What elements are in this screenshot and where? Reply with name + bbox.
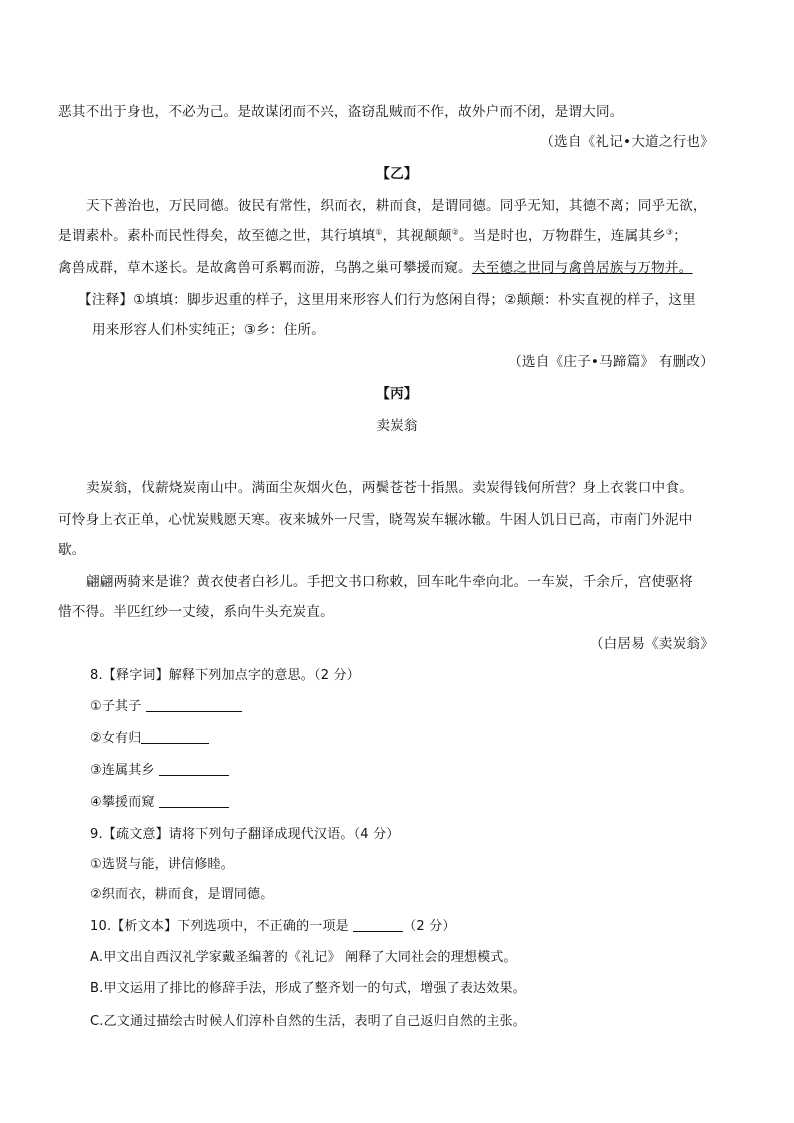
bing-title: 卖炭翁 (376, 418, 418, 434)
bing-heading: 【丙】 (376, 386, 418, 402)
answer-blank[interactable] (141, 729, 209, 744)
yi-source: （选自《庄子•马蹄篇》 有删改） (508, 354, 714, 370)
q8-stem: 8.【释字词】解释下列加点字的意思。（2 分） (90, 668, 360, 683)
q10-option-c: C.乙文通过描绘古时候人们淳朴自然的生活，表明了自己返归自然的主张。 (90, 1014, 527, 1029)
yi-line-2: 是谓素朴。素朴而民性得矣，故至德之世，其行填填①，其视颠颠②。当是时也，万物群生，连属其乡③； (58, 227, 688, 244)
jia-last-line: 恶其不出于身也，不必为己。是故谋闭而不兴，盗窃乱贼而不作，故外户而不闭，是谓大同。 (58, 104, 624, 120)
q8-item-1: ①子其子 (90, 697, 242, 717)
answer-blank[interactable] (353, 917, 403, 932)
bing-line-1: 卖炭翁，伐薪烧炭南山中。满面尘灰烟火色，两鬓苍苍十指黑。卖炭得钱何所营？身上衣裳口中食。 (86, 480, 693, 496)
yi-note-line-1: 【注释】①填填：脚步迟重的样子，这里用来形容人们行为悠闲自得；②颠颠：朴实直视的样子，这里 (78, 292, 696, 308)
q8-item-4: ④攀援而窥 (90, 793, 229, 813)
q9-stem: 9.【疏文意】请将下列句子翻译成现代汉语。（4 分） (90, 827, 400, 842)
bing-line-2: 可怜身上衣正单，心忧炭贱愿天寒。夜来城外一尺雪，晓驾炭车辗冰辙。牛困人饥日已高，市南门外泥中 (58, 512, 693, 528)
q8-item-3: ③连属其乡 (90, 761, 229, 781)
bing-line-4: 翩翩两骑来是谁？黄衣使者白衫儿。手把文书口称敕，回车叱牛牵向北。一车炭，千余斤，宫使驱将 (86, 574, 693, 590)
yi-note-line-2: 用来形容人们朴实纯正；③乡：住所。 (92, 322, 326, 338)
q9-item-1: ①选贤与能，讲信修睦。 (90, 857, 234, 872)
bing-source: （白居易《卖炭翁》 (589, 636, 714, 652)
yi-heading: 【乙】 (376, 166, 418, 182)
yi-line-1: 天下善治也，万民同德。彼民有常性，织而衣，耕而食，是谓同德。同乎无知，其德不离；同乎无欲， (86, 198, 707, 214)
q9-item-2: ②织而衣，耕而食，是谓同德。 (90, 887, 274, 902)
bing-line-3: 歇。 (58, 542, 86, 558)
answer-blank[interactable] (159, 761, 229, 776)
bing-line-5: 惜不得。半匹红纱一丈绫，系向牛头充炭直。 (58, 604, 334, 620)
yi-line-3: 禽兽成群，草木遂长。是故禽兽可系羁而游，乌鹊之巢可攀援而窥。夫至德之世同与禽兽居族与万物并。 (58, 260, 693, 276)
q10-stem: 10.【析文本】下列选项中，不正确的一项是 （2 分） (90, 919, 456, 934)
jia-source: （选自《礼记•大道之行也》 (540, 134, 714, 150)
answer-blank[interactable] (146, 697, 242, 712)
q8-item-2: ②女有归 (90, 729, 209, 749)
answer-blank[interactable] (159, 793, 229, 808)
q10-option-a: A.甲文出自西汉礼学家戴圣编著的《礼记》 阐释了大同社会的理想模式。 (90, 950, 517, 965)
q10-option-b: B.甲文运用了排比的修辞手法，形成了整齐划一的句式，增强了表达效果。 (90, 981, 526, 996)
yi-underlined-sentence: 夫至德之世同与禽兽居族与万物并。 (471, 260, 693, 276)
